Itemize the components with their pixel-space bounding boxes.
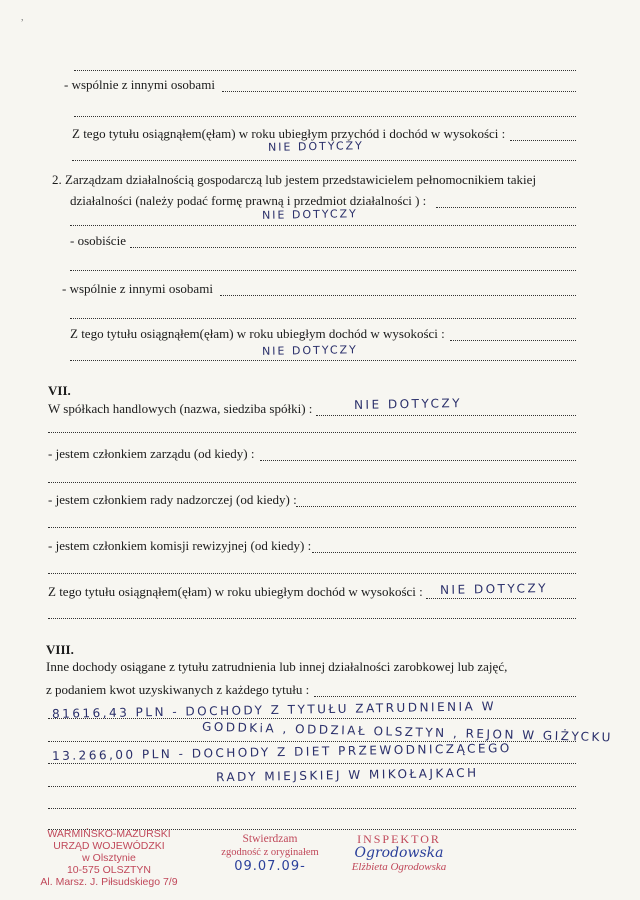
inspector-stamp [335, 832, 463, 874]
certify-line-2: zgodność z oryginałem [221, 847, 319, 858]
dotted-line [220, 295, 576, 296]
handwritten-not-applicable: NIE DOTYCZY [267, 139, 364, 154]
handwritten-not-applicable: NIE DOTYCZY [439, 581, 549, 597]
office-stamp-line: 10-575 OLSZTYN [66, 864, 152, 876]
dotted-line [70, 225, 576, 226]
dotted-line [222, 91, 576, 92]
inspector-name: Elżbieta Ogrodowska [351, 861, 447, 873]
handwritten-income-1: 81616,43 PLN - DOCHODY Z TYTUŁU ZATRUDNIENIA W [51, 699, 497, 721]
audit-label: - jestem członkiem komisji rewizyjnej (od kiedy) : [48, 538, 312, 553]
office-stamp-line: w Olsztynie [82, 852, 136, 864]
dotted-line [48, 786, 576, 787]
dotted-line [74, 116, 576, 117]
section-vii-heading: VII. [48, 383, 71, 398]
dotted-line [296, 506, 576, 507]
office-stamp-line: URZĄD WOJEWÓDZKI [53, 840, 165, 852]
office-stamp [34, 828, 184, 888]
dotted-line [72, 160, 576, 161]
dotted-line [312, 552, 576, 553]
dotted-line [314, 696, 576, 697]
handwritten-not-applicable: NIE DOTYCZY [353, 396, 463, 412]
dotted-line [48, 573, 576, 574]
dotted-line [48, 808, 576, 809]
office-stamp-line: WARMIŃSKO-MAZURSKI [47, 828, 171, 840]
handwritten-income-3: 13.266,00 PLN - DOCHODY Z DIET PRZEWODNICZĄCEGO [51, 740, 512, 764]
other-income-line1: Inne dochody osiągane z tytułu zatrudnienia lub innej działalności zarobkowej lub zajęć, [46, 659, 508, 674]
dotted-line [510, 140, 576, 141]
office-stamp-line: Al. Marsz. J. Piłsudskiego 7/9 [40, 876, 178, 888]
certify-line-1: Stwierdzam [242, 833, 298, 845]
inspector-signature: Ogrodowska [354, 845, 444, 861]
jointly-label-2: - wspólnie z innymi osobami [62, 281, 213, 296]
income-label-2: Z tego tytułu osiągnąłem(ęłam) w roku ubiegłym dochód w wysokości : [70, 326, 445, 341]
dotted-line [316, 415, 576, 416]
dotted-line [48, 618, 576, 619]
dotted-line [48, 527, 576, 528]
dotted-line [48, 482, 576, 483]
dotted-line [70, 270, 576, 271]
item2-line2: działalności (należy podać formę prawną i przedmiot działalności ) : [70, 193, 427, 208]
section-viii-heading: VIII. [46, 642, 74, 657]
dotted-line [48, 718, 576, 719]
item2-line1: 2. Zarządzam działalnością gospodarczą lub jestem przedstawicielem pełnomocnikiem takiej [52, 172, 537, 187]
supervisory-label: - jestem członkiem rady nadzorczej (od kiedy) : [48, 492, 297, 507]
dotted-line [426, 598, 576, 599]
jointly-label: - wspólnie z innymi osobami [64, 77, 215, 92]
dotted-line [48, 432, 576, 433]
corner-mark: , [21, 12, 24, 23]
certification-stamp [215, 832, 325, 874]
income-label: Z tego tytułu osiągnąłem(ęłam) w roku ubiegłym przychód i dochód w wysokości : [72, 126, 506, 141]
dotted-line [130, 247, 576, 248]
dotted-line [70, 360, 576, 361]
dotted-line [70, 318, 576, 319]
other-income-line2: z podaniem kwot uzyskiwanych z każdego tytułu : [46, 682, 310, 697]
handwritten-not-applicable: NIE DOTYCZY [261, 343, 358, 358]
inspector-title: INSPEKTOR [357, 832, 441, 846]
dotted-line [74, 70, 576, 71]
income-label-vii: Z tego tytułu osiągnąłem(ęłam) w roku ubiegłym dochód w wysokości : [48, 584, 423, 599]
dotted-line [436, 207, 576, 208]
board-label: - jestem członkiem zarządu (od kiedy) : [48, 446, 255, 461]
dotted-line [450, 340, 576, 341]
handwritten-not-applicable: NIE DOTYCZY [261, 207, 358, 222]
handwritten-income-4: RADY MIEJSKIEJ W MIKOŁAJKACH [215, 765, 479, 785]
dotted-line [48, 763, 576, 764]
dotted-line [260, 460, 576, 461]
companies-label: W spółkach handlowych (nazwa, siedziba spółki) : [48, 401, 313, 416]
certify-date: 09.07.09- [234, 859, 306, 874]
handwritten-income-2: GODDKiA , ODDZIAŁ OLSZTYN , REJON W GIŻYCKU [201, 719, 614, 745]
personally-label: - osobiście [70, 233, 126, 248]
